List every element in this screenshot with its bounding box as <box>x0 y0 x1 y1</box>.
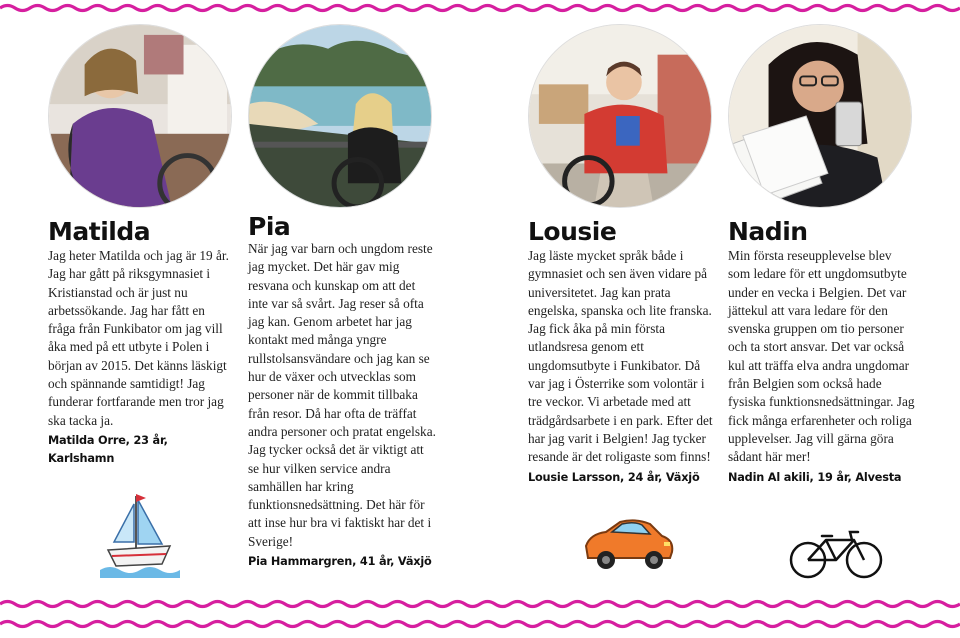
car-illustration <box>580 516 676 572</box>
profile-signature-pia: Pia Hammargren, 41 år, Växjö <box>248 555 432 569</box>
sailboat-illustration <box>100 490 180 578</box>
profile-text-pia <box>248 240 436 571</box>
profile-bio-lousie: Jag läste mycket språk både i gymnasiet och sen även vidare på universitetet. Jag kan prata engelska, spanska och lite franska. Jag fick åka på min första utlandsresa genom ett ungdomsutbyte i Funkibator. Då var jag i Österrike som volontär i tre veckor. Vi arbetade med att trädgårdsarbete i en park. Efter det har jag varit i Belgien! Jag tycker resande är det roligaste som finns! <box>528 248 713 465</box>
profile-name-lousie: Lousie <box>528 217 617 246</box>
top-wave-border <box>0 0 960 26</box>
profile-name-nadin: Nadin <box>728 217 808 246</box>
profile-text-nadin <box>728 247 916 487</box>
lousie-photo <box>528 24 712 208</box>
profile-text-lousie <box>528 247 714 487</box>
bicycle-illustration <box>788 528 884 580</box>
nadin-photo <box>728 24 912 208</box>
bottom-wave-border <box>0 592 960 638</box>
profile-name-matilda: Matilda <box>48 217 151 246</box>
pia-photo <box>248 24 432 208</box>
profile-bio-nadin: Min första reseupplevelse blev som ledare för ett ungdomsutbyte under en vecka i Belgien. Det var jättekul att vara ledare för den svenska gruppen om tio personer och ta stort ansvar. Det var också kul att träffa elva andra ungdomar från Belgien som också hade fysiska funktionsnedsättningar. Jag fick många erfarenheter och roliga upplevelser. Jag vill gärna göra sådant här mer! <box>728 248 915 465</box>
matilda-photo <box>48 24 232 208</box>
profile-signature-lousie: Lousie Larsson, 24 år, Växjö <box>528 470 700 484</box>
profile-bio-pia: När jag var barn och ungdom reste jag mycket. Det här gav mig resvana och kunskap om att det inte var så svårt. Jag reser så ofta jag kan. Genom arbetet har jag kontakt med många yngre rullstolsansvändare och jag kan se hur de växer och utvecklas som personer när de kommit tillbaka från resor. Då har ofta de träffat andra personer och pratat engelska. Jag tycker också det är viktigt att se hur vilken service andra samhällen har kring funktionsnedsättning. Det här för att inse hur bra vi faktiskt har det i Sverige! <box>248 241 436 549</box>
profile-name-pia: Pia <box>248 212 291 241</box>
profile-signature-nadin: Nadin Al akili, 19 år, Alvesta <box>728 470 902 484</box>
profile-text-matilda <box>48 247 231 469</box>
profile-signature-matilda: Matilda Orre, 23 år, Karlshamn <box>48 433 168 466</box>
profile-bio-matilda: Jag heter Matilda och jag är 19 år. Jag har gått på riksgymnasiet i Kristianstad och är just nu arbetssökande. Jag har fått en fråga från Funkibator om jag vill åka med på ett utbyte i Polen i början av 2015. Det känns läskigt och spännande samtidigt! Jag funderar fortfarande men tror jag ska tacka ja. <box>48 248 229 428</box>
